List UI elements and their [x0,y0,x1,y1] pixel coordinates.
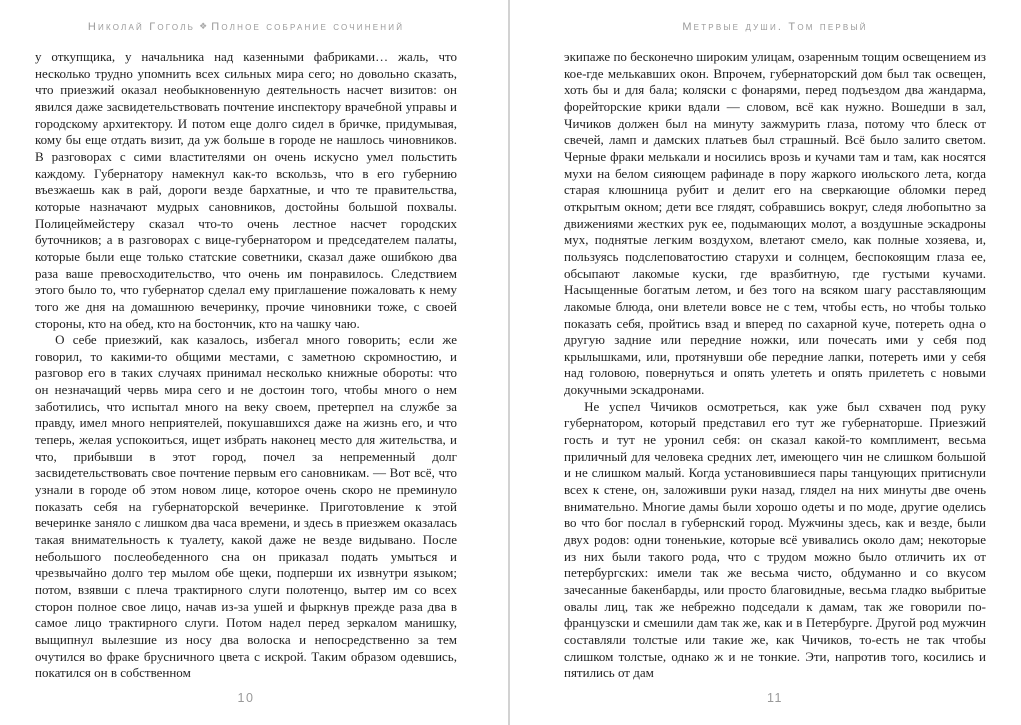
paragraph: экипаже по бесконечно широким улицам, озаренным тощим освещением из кое-где мелькавших окон. Впрочем, губернаторский дом был так освещен, хоть бы и для бала; коляски с фонарями, перед подъездом два жандарма, форейторские крики вдали — словом, всё как нужно. Вошедши в зал, Чичиков должен был на минуту зажмурить глаза, потому что блеск от свечей, ламп и дамских платьев был страшный. Всё было залито светом. Черные фраки мелькали и носились врозь и кучами там и там, как носятся мухи на белом сияющем рафинаде в пору жаркого июльского лета, когда старая клюшница рубит и делит его на сверкающие обломки перед открытым окном; дети все глядят, собравшись вокруг, следя любопытно за движениями жестких рук ее, подымающих молот, а воздушные эскадроны мух, поднятые легким воздухом, влетают смело, как полные хозяева, и, пользуясь подслеповатостию старухи и солнцем, беспокоящим глаза ее, обсыпают лакомые куски, где вразбитную, где густыми кучами. Насыщенные богатым летом, и без того на всяком шагу расставляющим лакомые блюда, они влетели вовсе не с тем, чтобы есть, но чтобы только показать себя, пройтись взад и вперед по сахарной куче, потереть одна о другую задние или передние ножки, или почесать ими у себя под крылышками, или, протянувши обе передние лапки, потереть ими у себя над головою, повернуться и опять улететь и опять прилететь с новыми докучными эскадронами. [564,49,986,398]
body-text-left [35,49,457,682]
ornament-diamond-icon: ❖ [199,21,208,31]
paragraph: О себе приезжий, как казалось, избегал много говорить; если же говорил, то какими-то общими местами, с заметною скромностию, и разговор его в таких случаях принимал несколько книжные обороты: что он незначащий червь мира сего и не достоин того, чтобы много о нем заботились, что испытал много на веку своем, претерпел на службе за правду, имел много неприятелей, покушавшихся даже на жизнь его, и что теперь, желая успокоиться, ищет избрать наконец место для жительства, и что, прибывши в этот город, почел за непременный долг засвидетельствовать свое почтение первым его сановникам. — Вот всё, что узнали в городе об этом новом лице, которое очень скоро не преминуло показать себя на губернаторской вечеринке. Приготовление к этой вечеринке заняло с лишком два часа времени, и здесь в приезжем оказалась такая внимательность к туалету, какой даже не везде видывано. После небольшого послеобеденного сна он приказал подать умыться и чрезвычайно долго тер мылом обе щеки, подперши их извнутри языком; потом, взявши с плеча трактирного слуги полотенцо, вытер им со всех сторон полное свое лицо, начав из-за ушей и фыркнув прежде раза два в самое лицо трактирного слуги. Потом надел перед зеркалом манишку, выщипнул вылезшие из носу два волоска и непосредственно за тем очутился во фраке брусничного цвета с искрой. Таким образом одевшись, покатился он в собственном [35,332,457,681]
page-right [564,0,986,725]
page-divider [508,0,510,725]
body-text-right [564,49,986,682]
running-head-left [35,21,457,34]
volume-title-label: Метрвые души. Том первый [682,21,868,33]
author-label: Николай Гоголь [87,21,196,33]
paragraph: у откупщика, у начальника над казенными фабриками… жаль, что несколько трудно упомнить всех сильных мира сего; но довольно сказать, что приезжий оказал необыкновенную деятельность насчет визитов: он явился даже засвидетельствовать почтение инспектору врачебной управы и городскому архитектору. И потом еще долго сидел в бричке, придумывая, кому бы еще отдать визит, да уж больше в городе не нашлось чиновников. В разговорах с сими властителями он очень искусно умел польстить каждому. Губернатору намекнул как-то вскользь, что в его губернию въезжаешь как в рай, дороги везде бархатные, и что те правительства, которые назначают мудрых сановников, достойны большой похвалы. Полицеймейстеру сказал что-то очень лестное насчет городских буточников; а в разговорах с вице-губернатором и председателем палаты, которые были еще только статские советники, сказал даже ошибкою два раза ваше превосходительство, что очень им понравилось. Следствием этого было то, что губернатор сделал ему приглашение пожаловать к нему того же дня на домашнюю вечеринку, прочие чиновники тоже, с своей стороны, кто на обед, кто на бостончик, кто на чашку чаю. [35,49,457,331]
paragraph: Не успел Чичиков осмотреться, как уже был схвачен под руку губернатором, который представил его тут же губернаторше. Приезжий гость и тут не уронил себя: он сказал какой-то комплимент, весьма приличный для человека средних лет, имеющего чин не слишком большой и не слишком малый. Когда установившиеся пары танцующих притиснули всех к стене, он, заложивши руки назад, глядел на них минуты две очень внимательно. Многие дамы были хорошо одеты и по моде, другие оделись во что бог послал в губернский город. Мужчины здесь, как и везде, были двух родов: одни тоненькие, которые всё увивались около дам; некоторые из них были такого рода, что с трудом можно было отличить их от петербургских: имели так же весьма чисто, обдуманно и со вкусом зачесанные бакенбарды, или просто благовидные, весьма гладко выбритые овалы лиц, так же небрежно подседали к дамам, так же говорили по-французски и смешили дам так же, как и в Петербурге. Другой род мужчин составляли толстые или такие же, как Чичиков, то-есть не так чтобы слишком толстые, однако ж и не тонкие. Эти, напротив того, косились и пятились от дам [564,398,986,681]
edition-title-label: Полное собрание сочинений [211,21,405,33]
running-head-right [564,21,986,34]
page-left [35,0,457,725]
page-number-left: 10 [237,691,255,705]
page-number-right: 11 [767,691,783,705]
